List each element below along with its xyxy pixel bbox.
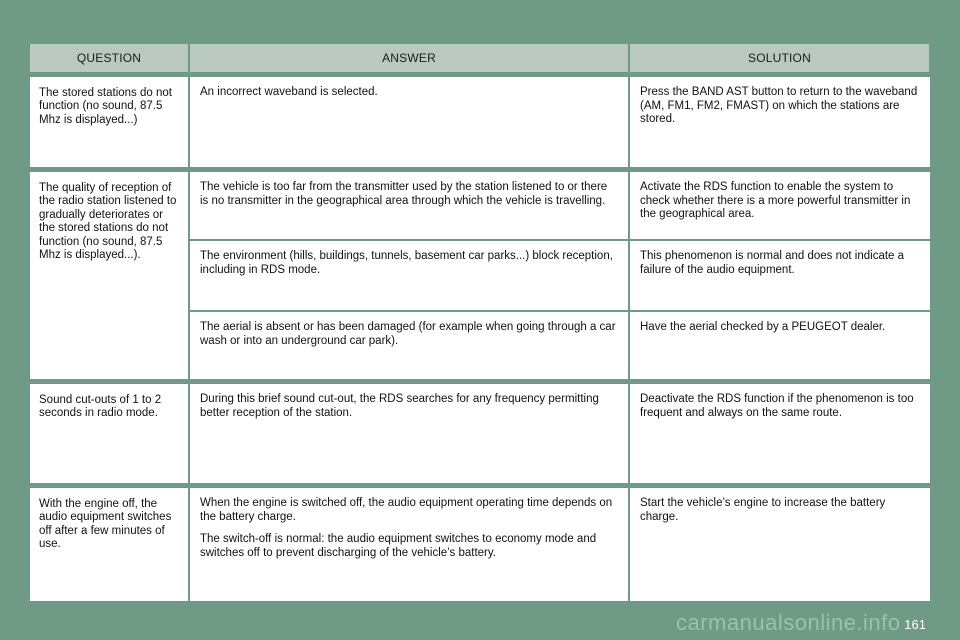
troubleshooting-table (30, 44, 929, 601)
table-group (30, 488, 929, 601)
table-row (190, 384, 930, 483)
question-cell: Sound cut-outs of 1 to 2 seconds in radio mode. (30, 384, 188, 483)
table-row (190, 172, 930, 239)
solution-cell: Press the BAND AST button to return to the waveband (AM, FM1, FM2, FMAST) on which the stations are stored. (630, 77, 930, 167)
table-header (30, 44, 929, 72)
solution-cell: Have the aerial checked by a PEUGEOT dealer. (630, 312, 930, 379)
solution-cell: Start the vehicle’s engine to increase the battery charge. (630, 488, 930, 601)
header-answer: ANSWER (190, 44, 628, 72)
header-question: QUESTION (30, 44, 188, 72)
table-row (190, 77, 930, 167)
table-row (190, 241, 930, 310)
answer-cell: The vehicle is too far from the transmitter used by the station listened to or there is no transmitter in the geographical area through which the vehicle is travelling. (190, 172, 628, 239)
solution-cell: Deactivate the RDS function if the phenomenon is too frequent and always on the same route. (630, 384, 930, 483)
answer-cell: During this brief sound cut-out, the RDS searches for any frequency permitting better reception of the station. (190, 384, 628, 483)
solution-cell: This phenomenon is normal and does not indicate a failure of the audio equipment. (630, 241, 930, 310)
answer-cell: The aerial is absent or has been damaged (for example when going through a car wash or into an underground car park). (190, 312, 628, 379)
watermark: carmanualsonline.info (676, 610, 901, 635)
answer-cell: The environment (hills, buildings, tunnels, basement car parks...) block reception, including in RDS mode. (190, 241, 628, 310)
answer-cell: An incorrect waveband is selected. (190, 77, 628, 167)
solution-cell: Activate the RDS function to enable the system to check whether there is a more powerful transmitter in the geographical area. (630, 172, 930, 239)
question-cell: With the engine off, the audio equipment switches off after a few minutes of use. (30, 488, 188, 601)
header-solution: SOLUTION (630, 44, 929, 72)
page-number: 161 (904, 617, 926, 632)
table-group (30, 172, 929, 379)
table-group (30, 384, 929, 483)
question-cell: The stored stations do not function (no sound, 87.5 Mhz is displayed...) (30, 77, 188, 167)
table-group (30, 77, 929, 167)
table-row (190, 488, 930, 601)
answer-cell: When the engine is switched off, the audio equipment operating time depends on the battery charge. The switch-off is normal: the audio equipment switches to economy mode and switches off to prevent discharging of the vehicle’s battery. (190, 488, 628, 601)
question-cell: The quality of reception of the radio station listened to gradually deteriorates or the stored stations do not function (no sound, 87.5 Mhz is displayed...). (30, 172, 188, 379)
table-row (190, 312, 930, 379)
